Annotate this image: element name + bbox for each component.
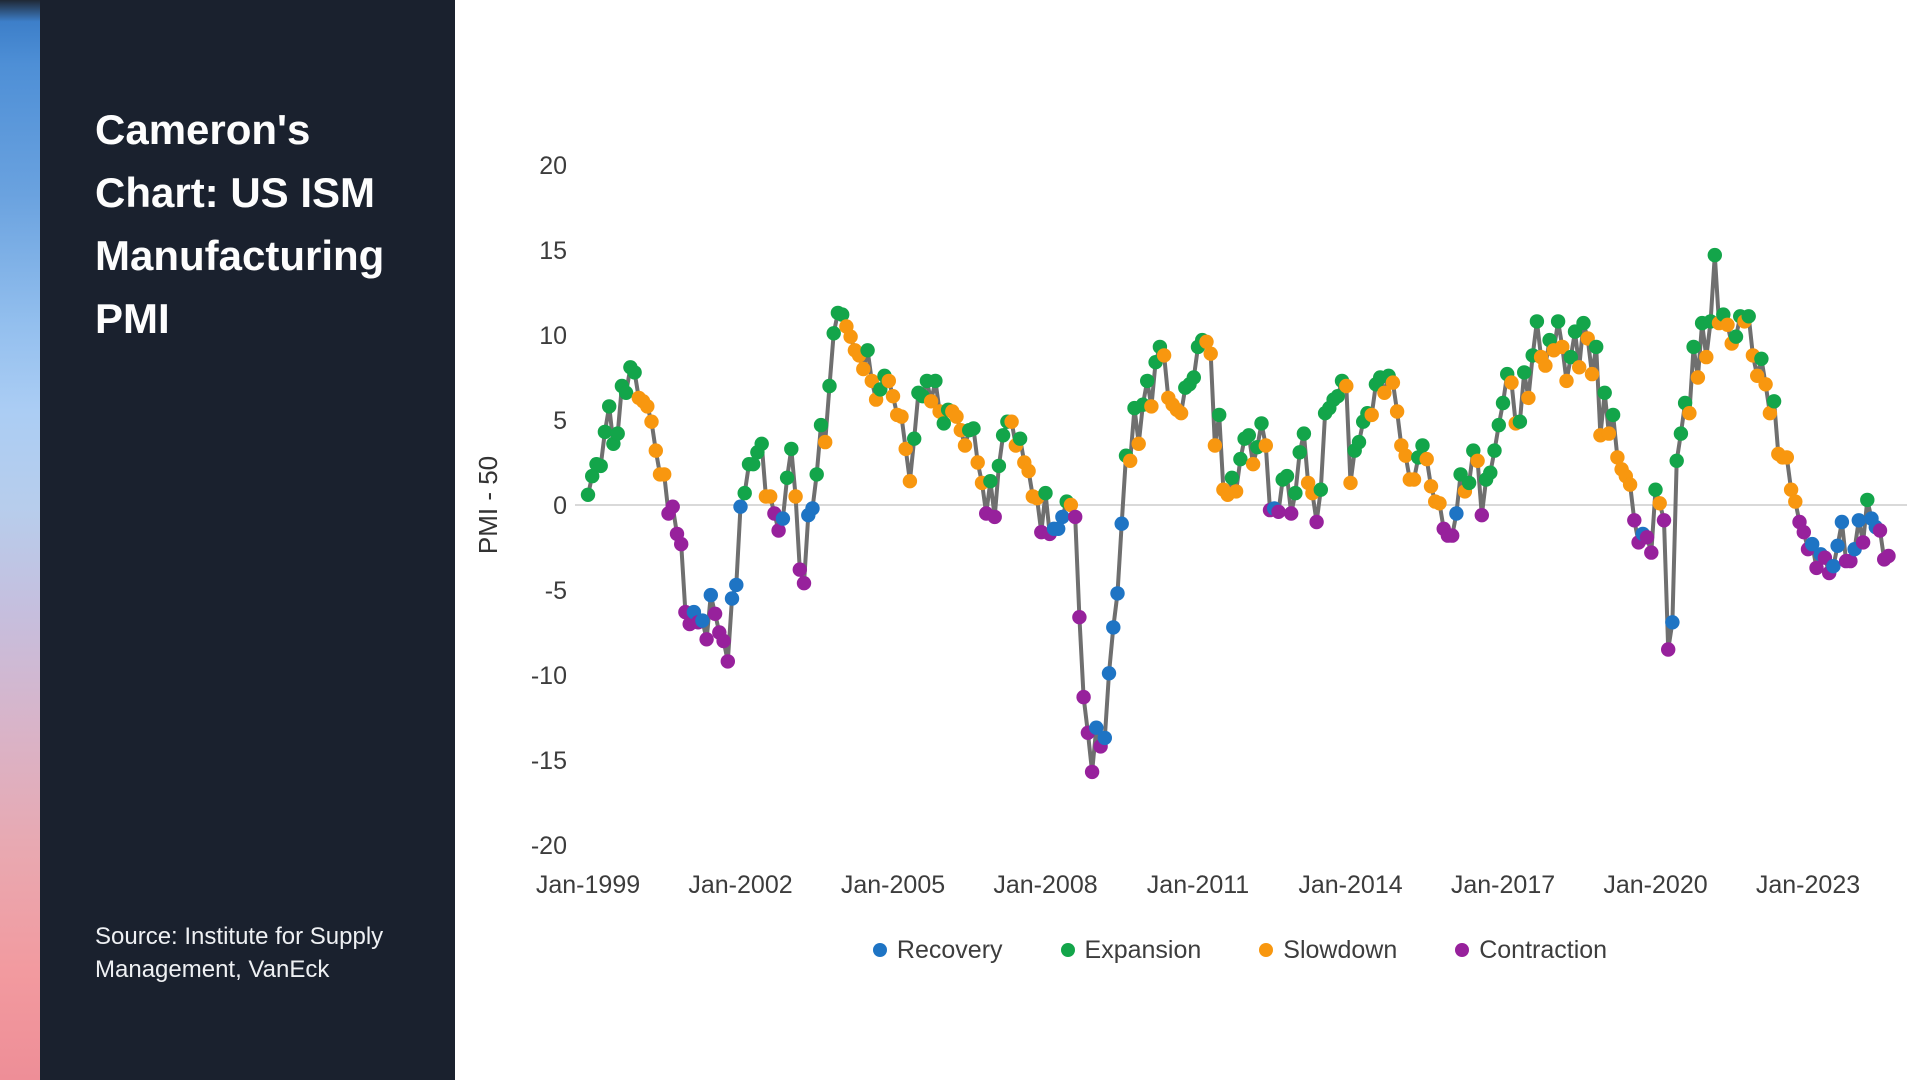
data-point[interactable] [1254, 416, 1268, 430]
legend-item-slowdown[interactable] [1259, 936, 1397, 965]
data-point[interactable] [649, 443, 663, 457]
data-point[interactable] [1013, 432, 1027, 446]
data-point[interactable] [1233, 452, 1247, 466]
data-point[interactable] [971, 455, 985, 469]
data-point[interactable] [1187, 370, 1201, 384]
data-point[interactable] [1021, 464, 1035, 478]
chart-legend [575, 928, 1905, 972]
data-point[interactable] [1873, 523, 1887, 537]
data-point[interactable] [1729, 330, 1743, 344]
data-point[interactable] [1424, 479, 1438, 493]
data-point[interactable] [755, 437, 769, 451]
data-point[interactable] [822, 379, 836, 393]
data-point[interactable] [818, 435, 832, 449]
data-point[interactable] [1496, 396, 1510, 410]
data-point[interactable] [1004, 415, 1018, 429]
data-point[interactable] [1420, 452, 1434, 466]
data-point[interactable] [1576, 316, 1590, 330]
x-tick-label: Jan-2002 [688, 871, 793, 899]
data-point[interactable] [1513, 415, 1527, 429]
data-point[interactable] [983, 474, 997, 488]
data-point[interactable] [1627, 513, 1641, 527]
data-point[interactable] [805, 501, 819, 515]
data-point[interactable] [1699, 350, 1713, 364]
data-point[interactable] [810, 467, 824, 481]
data-point[interactable] [1314, 483, 1328, 497]
data-point[interactable] [1585, 367, 1599, 381]
data-point[interactable] [1487, 443, 1501, 457]
x-tick-label: Jan-2017 [1450, 871, 1556, 899]
data-point[interactable] [1830, 539, 1844, 553]
y-tick-label: -15 [530, 747, 567, 775]
data-point[interactable] [1598, 386, 1612, 400]
data-point[interactable] [1606, 408, 1620, 422]
y-tick-label: 0 [553, 492, 567, 520]
data-point[interactable] [1390, 404, 1404, 418]
x-tick-label: Jan-2014 [1298, 871, 1403, 899]
data-point[interactable] [1665, 615, 1679, 629]
data-point[interactable] [1881, 549, 1895, 563]
data-point[interactable] [1271, 505, 1285, 519]
data-point[interactable] [674, 537, 688, 551]
data-point[interactable] [1653, 496, 1667, 510]
data-point[interactable] [729, 578, 743, 592]
data-point[interactable] [644, 415, 658, 429]
data-point[interactable] [903, 474, 917, 488]
source-line-1: Source: Institute for Supply [95, 923, 384, 950]
data-point[interactable] [1691, 370, 1705, 384]
data-point[interactable] [733, 500, 747, 514]
data-point[interactable] [1517, 365, 1531, 379]
data-point[interactable] [1780, 450, 1794, 464]
data-point[interactable] [1767, 394, 1781, 408]
data-point[interactable] [797, 576, 811, 590]
data-point[interactable] [594, 459, 608, 473]
x-tick-label: Jan-2008 [993, 871, 1098, 899]
data-point[interactable] [788, 489, 802, 503]
data-point[interactable] [1398, 449, 1412, 463]
data-point[interactable] [1309, 515, 1323, 529]
data-point[interactable] [1038, 486, 1052, 500]
data-point[interactable] [843, 330, 857, 344]
x-tick-label: Jan-2020 [1603, 871, 1708, 899]
data-point[interactable] [1835, 515, 1849, 529]
data-point[interactable] [1682, 406, 1696, 420]
data-point[interactable] [725, 591, 739, 605]
data-point[interactable] [1076, 690, 1090, 704]
data-point[interactable] [894, 409, 908, 423]
data-point[interactable] [886, 389, 900, 403]
data-point[interactable] [598, 425, 612, 439]
legend-dot-slowdown [1259, 943, 1273, 957]
page-title: Cameron's Chart: US ISM Manufacturing PMI [95, 106, 385, 342]
data-point[interactable] [793, 562, 807, 576]
data-point[interactable] [1856, 535, 1870, 549]
data-point[interactable] [1661, 642, 1675, 656]
data-point[interactable] [1623, 477, 1637, 491]
data-point[interactable] [1259, 438, 1273, 452]
data-point[interactable] [1445, 528, 1459, 542]
data-point[interactable] [1415, 438, 1429, 452]
data-point[interactable] [1852, 513, 1866, 527]
data-point[interactable] [1530, 314, 1544, 328]
data-point[interactable] [958, 438, 972, 452]
legend-label: Recovery [896, 935, 1003, 964]
data-point[interactable] [1174, 406, 1188, 420]
data-point[interactable] [1826, 559, 1840, 573]
data-point[interactable] [814, 418, 828, 432]
data-point[interactable] [1538, 358, 1552, 372]
data-point[interactable] [966, 421, 980, 435]
data-point[interactable] [1208, 438, 1222, 452]
data-point[interactable] [1132, 437, 1146, 451]
data-point[interactable] [856, 362, 870, 376]
y-axis-title: PMI - 50 [473, 455, 503, 555]
data-point[interactable] [1670, 454, 1684, 468]
data-point[interactable] [1055, 510, 1069, 524]
data-point[interactable] [996, 428, 1010, 442]
data-point[interactable] [776, 511, 790, 525]
data-point[interactable] [716, 634, 730, 648]
data-point[interactable] [1720, 318, 1734, 332]
data-point[interactable] [1742, 309, 1756, 323]
data-point[interactable] [1686, 340, 1700, 354]
data-point[interactable] [1288, 486, 1302, 500]
data-point[interactable] [1106, 620, 1120, 634]
data-point[interactable] [1462, 476, 1476, 490]
data-point[interactable] [1293, 445, 1307, 459]
data-point[interactable] [1115, 517, 1129, 531]
data-point[interactable] [1788, 494, 1802, 508]
sidebar [40, 0, 455, 1080]
data-point[interactable] [1674, 426, 1688, 440]
y-tick-label: -20 [530, 832, 567, 860]
pmi-chart [455, 0, 1920, 1080]
data-point[interactable] [1483, 466, 1497, 480]
x-tick-label: Jan-2005 [840, 871, 946, 899]
data-point[interactable] [928, 374, 942, 388]
data-point[interactable] [992, 459, 1006, 473]
data-point[interactable] [1470, 454, 1484, 468]
data-point[interactable] [860, 343, 874, 357]
data-point[interactable] [1640, 530, 1654, 544]
legend-label: Slowdown [1283, 935, 1398, 964]
data-point[interactable] [1242, 428, 1256, 442]
data-point[interactable] [1754, 352, 1768, 366]
data-point[interactable] [1297, 426, 1311, 440]
data-point[interactable] [1551, 314, 1565, 328]
data-point[interactable] [1343, 476, 1357, 490]
data-point[interactable] [666, 500, 680, 514]
data-point[interactable] [619, 386, 633, 400]
data-point[interactable] [704, 588, 718, 602]
data-point[interactable] [627, 365, 641, 379]
data-point[interactable] [1407, 472, 1421, 486]
data-point[interactable] [581, 488, 595, 502]
legend-dot-contraction [1455, 943, 1469, 957]
data-point[interactable] [1708, 248, 1722, 262]
data-point[interactable] [1140, 374, 1154, 388]
data-point[interactable] [708, 607, 722, 621]
data-point[interactable] [1386, 375, 1400, 389]
data-point[interactable] [1365, 408, 1379, 422]
data-point[interactable] [1212, 408, 1226, 422]
data-point[interactable] [1144, 399, 1158, 413]
data-point[interactable] [882, 374, 896, 388]
legend-item-expansion[interactable] [1061, 936, 1202, 965]
data-point[interactable] [1098, 731, 1112, 745]
data-point[interactable] [1648, 483, 1662, 497]
x-tick-label: Jan-2023 [1755, 871, 1861, 899]
data-point[interactable] [1758, 377, 1772, 391]
data-point[interactable] [1352, 435, 1366, 449]
data-point[interactable] [949, 409, 963, 423]
y-tick-label: 20 [539, 152, 567, 180]
data-point[interactable] [738, 486, 752, 500]
data-point[interactable] [640, 399, 654, 413]
data-point[interactable] [1110, 586, 1124, 600]
data-point[interactable] [907, 432, 921, 446]
data-point[interactable] [1432, 496, 1446, 510]
data-point[interactable] [937, 416, 951, 430]
data-point[interactable] [1225, 471, 1239, 485]
data-point[interactable] [1339, 379, 1353, 393]
data-point[interactable] [1229, 484, 1243, 498]
data-point[interactable] [1284, 506, 1298, 520]
data-point[interactable] [1085, 765, 1099, 779]
data-point[interactable] [1860, 493, 1874, 507]
data-point[interactable] [1068, 510, 1082, 524]
data-point[interactable] [1504, 375, 1518, 389]
data-point[interactable] [611, 426, 625, 440]
data-point[interactable] [695, 613, 709, 627]
gradient-accent-strip [0, 0, 40, 1080]
data-point[interactable] [1157, 348, 1171, 362]
data-point[interactable] [1572, 360, 1586, 374]
y-tick-label: 15 [539, 237, 567, 265]
chart-panel [455, 0, 1920, 1080]
x-tick-label: Jan-2011 [1146, 871, 1250, 899]
data-point[interactable] [1521, 391, 1535, 405]
data-point[interactable] [657, 467, 671, 481]
y-tick-label: 10 [539, 322, 567, 350]
data-point[interactable] [763, 489, 777, 503]
data-point[interactable] [1123, 454, 1137, 468]
y-tick-label: 5 [553, 407, 567, 435]
legend-item-contraction[interactable] [1455, 936, 1607, 965]
data-point[interactable] [1644, 545, 1658, 559]
y-tick-label: -5 [544, 577, 567, 605]
data-point[interactable] [1246, 457, 1260, 471]
data-point[interactable] [827, 326, 841, 340]
data-point[interactable] [699, 632, 713, 646]
legend-label: Contraction [1479, 935, 1608, 964]
legend-dot-expansion [1061, 943, 1075, 957]
x-tick-label: Jan-1999 [535, 871, 641, 899]
data-point[interactable] [1102, 666, 1116, 680]
legend-label: Expansion [1084, 935, 1202, 964]
data-point[interactable] [1589, 340, 1603, 354]
data-point[interactable] [1204, 347, 1218, 361]
data-point[interactable] [1559, 374, 1573, 388]
data-point[interactable] [988, 510, 1002, 524]
data-point[interactable] [1475, 508, 1489, 522]
data-point[interactable] [784, 442, 798, 456]
data-point[interactable] [1602, 426, 1616, 440]
data-point[interactable] [1657, 513, 1671, 527]
legend-item-recovery[interactable] [873, 936, 1003, 965]
source-line-2: Management, VanEck [95, 956, 330, 983]
legend-dot-recovery [873, 943, 887, 957]
data-point[interactable] [721, 654, 735, 668]
data-point[interactable] [1072, 610, 1086, 624]
data-point[interactable] [1492, 418, 1506, 432]
data-point[interactable] [1280, 469, 1294, 483]
y-tick-label: -10 [530, 662, 567, 690]
source-attribution [95, 920, 415, 986]
data-point[interactable] [1797, 525, 1811, 539]
data-point[interactable] [1449, 506, 1463, 520]
data-point[interactable] [780, 471, 794, 485]
data-point[interactable] [602, 399, 616, 413]
